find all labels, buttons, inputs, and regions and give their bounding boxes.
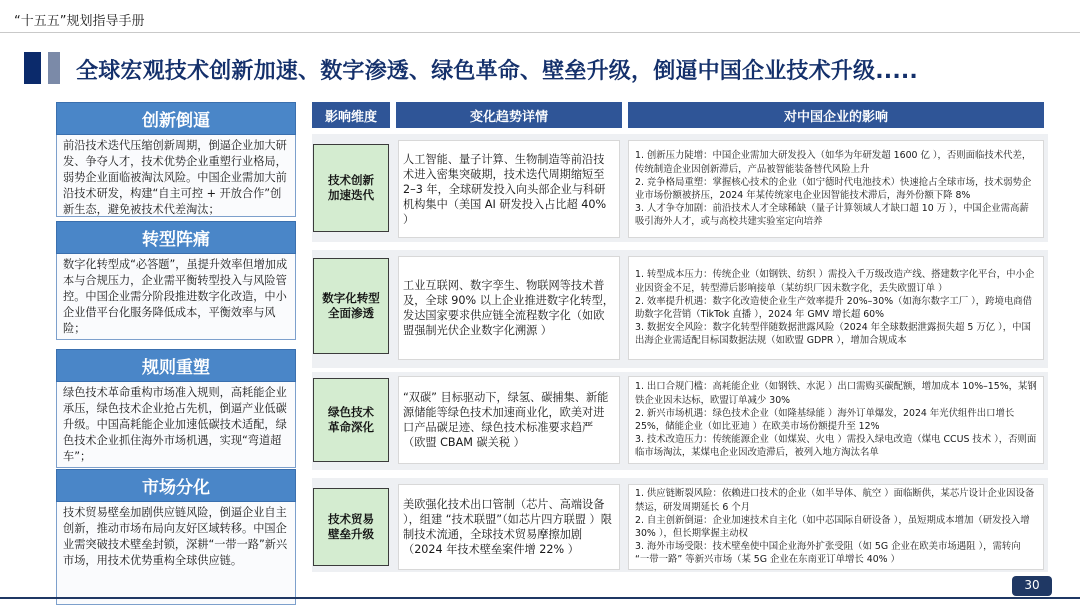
dimension-label: 数字化转型全面渗透: [322, 291, 380, 320]
impact-item: 2. 效率提升机遇：数字化改造使企业生产效率提升 20%–30%（如海尔数字工厂 ），跨境电商借助数字化营销（TikTok 直播 ），2024 年 GMV 增长超 60%: [635, 295, 1033, 320]
left-card-body: 技术贸易壁垒加剧供应链风险，倒逼企业自主创新，推动市场布局向友好区域转移。中国企业需突破技术壁垒封锁，深耕“一带一路”新兴市场，用技术优势重构全球供应链。: [56, 502, 296, 605]
trend-cell: [398, 140, 620, 238]
impact-cell: [628, 140, 1044, 238]
impact-cell: [628, 376, 1044, 464]
left-card-body: 数字化转型成“必答题”，虽提升效率但增加成本与合规压力，企业需平衡转型投入与风险管控。中国企业需分阶段推进数字化改造，中小企业借平台化服务降低成本，平衡效率与风险；: [56, 254, 296, 340]
impact-item: 1. 出口合规门槛：高耗能企业（如钢铁、水泥 ）出口需购买碳配额，增加成本 10%–15%，某钢铁企业因未达标，欧盟订单减少 30%: [635, 381, 1037, 406]
trend-text: “双碳” 目标驱动下，绿氢、碳捕集、新能源储能等绿色技术加速商业化，欧美对进口产品碳足迹、绿色技术标准要求趋严（欧盟 CBAM 碳关税 ）: [403, 391, 609, 449]
impact-item: 1. 转型成本压力：传统企业（如钢铁、纺织 ）需投入千万级改造产线、搭建数字化平台，中小企业因资金不足，转型滞后影响接单（某纺织厂因未数字化，丢失欧盟订单 ）: [635, 269, 1035, 294]
table-header-trend: 变化趋势详情: [396, 102, 622, 128]
document-label: “十五五”规划指导手册: [14, 14, 145, 29]
left-card-heading: 规则重塑: [56, 349, 296, 382]
impact-item: 2. 竞争格局重塑：掌握核心技术的企业（如宁德时代电池技术）快速抢占全球市场，技术弱势企业市场份额被挤压，2024 年某传统家电企业因智能技术滞后，海外份额下降 8%: [635, 176, 1032, 201]
impact-item: 1. 创新压力陡增：中国企业需加大研发投入（如华为年研发超 1600 亿 ），否则面临技术代差，传统制造企业因创新滞后，产品被智能装备替代风险上升: [635, 150, 1032, 175]
title-marker-light: [48, 52, 60, 84]
impact-item: 2. 自主创新倒逼：企业加速技术自主化（如中芯国际自研设备 ），虽短期成本增加（研发投入增 30% ），但长期掌握主动权: [635, 514, 1030, 539]
dimension-label: 技术创新加速迭代: [328, 173, 374, 202]
dimension-label: 技术贸易壁垒升级: [328, 512, 374, 541]
trend-cell: [398, 376, 620, 464]
trend-text: 工业互联网、数字孪生、物联网等技术普及，全球 90% 以上企业推进数字化转型，发达国家要求供应链全流程数字化（如欧盟强制光伏企业数字化溯源 ）: [403, 279, 614, 337]
impact-cell: [628, 256, 1044, 360]
page-number: 30: [1024, 578, 1040, 592]
impact-item: 3. 数据安全风险：数字化转型伴随数据泄露风险（2024 年全球数据泄露损失超 5 万亿 ），中国出海企业需适配目标国数据法规（如欧盟 GDPR ），增加合规成本: [635, 322, 1031, 347]
impact-item: 1. 供应链断裂风险：依赖进口技术的企业（如半导体、航空 ）面临断供，某芯片设计企业因设备禁运，研发周期延长 6 个月: [635, 488, 1035, 513]
impact-item: 2. 新兴市场机遇：绿色技术企业（如隆基绿能 ）海外订单爆发，2024 年光伏组件出口增长 25%，储能企业（如比亚迪 ）在欧美市场份额提升至 12%: [635, 407, 1015, 432]
header-divider: [0, 32, 1080, 33]
trend-cell: [398, 256, 620, 360]
dimension-cell: [313, 258, 389, 354]
trend-text: 人工智能、量子计算、生物制造等前沿技术进入密集突破期，技术迭代周期缩短至 2–3 年，全球研发投入向头部企业与科研机构集中（美国 AI 研发投入占比超 40% ）: [403, 152, 607, 226]
impact-cell: [628, 484, 1044, 570]
dimension-cell: [313, 488, 389, 566]
trend-cell: [398, 484, 620, 570]
left-card-heading: 创新倒逼: [56, 102, 296, 135]
dimension-cell: [313, 144, 389, 232]
left-card-body: 绿色技术革命重构市场准入规则，高耗能企业承压，绿色技术企业抢占先机，倒逼产业低碳升级。中国高耗能企业加速低碳技术适配，绿色技术企业抓住海外市场机遇，实现“弯道超车”；: [56, 382, 296, 468]
trend-text: 美欧强化技术出口管制（芯片、高端设备 ），组建 “技术联盟”（如芯片四方联盟 ）限制技术流通，全球技术贸易摩擦加剧（2024 年技术壁垒案件增 22% ）: [403, 498, 612, 556]
impact-item: 3. 海外市场受限：技术壁垒使中国企业海外扩张受阻（如 5G 企业在欧美市场遇阻 ），需转向 “一带一路” 等新兴市场（某 5G 企业在东南亚订单增长 40% ）: [635, 541, 1021, 566]
table-header-dimension: 影响维度: [312, 102, 390, 128]
left-card-heading: 转型阵痛: [56, 221, 296, 254]
title-marker-dark: [24, 52, 41, 84]
impact-item: 3. 人才争夺加剧：前沿技术人才全球稀缺（量子计算领域人才缺口超 10 万 ），中国企业需高薪吸引海外人才，或与高校共建实验室定向培养: [635, 203, 1029, 228]
left-card-body: 前沿技术迭代压缩创新周期，倒逼企业加大研发、争夺人才，技术优势企业重塑行业格局，弱势企业面临被淘汰风险。中国企业需加大前沿技术研发，构建“自主可控 + 开放合作”创新生态，避免被技术代差淘汰；: [56, 135, 296, 217]
left-card-market: [56, 469, 296, 605]
left-card-rules: [56, 349, 296, 468]
page-number-badge: [1012, 576, 1052, 596]
impact-item: 3. 技术改造压力：传统能源企业（如煤炭、火电 ）需投入绿电改造（煤电 CCUS 技术 ），否则面临市场淘汰，某煤电企业因改造滞后，被列入地方淘汰名单: [635, 434, 1037, 459]
dimension-label: 绿色技术革命深化: [328, 405, 374, 434]
left-card-innovation: [56, 102, 296, 217]
table-header-impact: 对中国企业的影响: [628, 102, 1044, 128]
dimension-cell: [313, 378, 389, 462]
page-title: 全球宏观技术创新加速、数字渗透、绿色革命、壁垒升级，倒逼中国企业技术升级.....: [76, 59, 918, 84]
left-card-transformation: [56, 221, 296, 340]
left-card-heading: 市场分化: [56, 469, 296, 502]
footer-line: [0, 597, 1080, 599]
